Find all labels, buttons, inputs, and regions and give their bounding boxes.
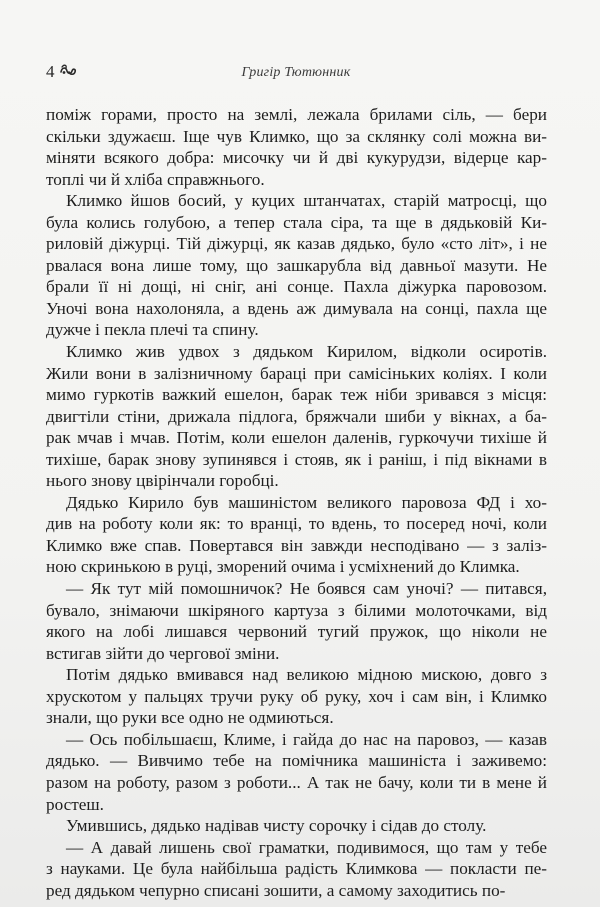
text-line: Потім дядько вмивався над великою мідною мискою, довго з — [66, 665, 547, 685]
text-line: Климко вже спав. Повертався він завжди несподівано — з заліз- — [46, 535, 547, 555]
text-line: встигав зійти до чергової зміни. — [46, 643, 280, 663]
text-line: рвалася вона лише тому, що зашкарубла від давньої мазути. Не — [46, 255, 547, 275]
text-line: поміж горами, просто на землі, лежала брилами сіль, — бери — [46, 105, 547, 124]
paragraph — [46, 492, 547, 578]
text-line: Климко жив удвох з дядьком Кирилом, відколи осиротів. — [66, 342, 547, 362]
text-line: тихіше, барак знову зупинявся і стояв, як і раніш, і під вікнами в — [46, 449, 547, 469]
text-line: хрускотом у пальцях тручи руку об руку, хоч і сам він, і Климко — [46, 686, 547, 706]
text-line: дядько. — Вивчимо тебе на помічника машиніста і заживемо: — [46, 751, 547, 771]
paragraph — [46, 729, 547, 815]
body-text — [46, 104, 547, 901]
text-line: Климко йшов босий, у куцих штанчатах, старій матросці, що — [66, 191, 547, 211]
paragraph — [46, 578, 547, 664]
text-line: знали, що руки все одно не одмиються. — [46, 708, 334, 728]
text-line: ред дядьком чепурно списані зошити, а самому заходитись по- — [46, 880, 506, 900]
text-line: двигтіли стіни, дрижала підлога, бряжчали шиби у вікнах, а ба- — [46, 406, 547, 426]
text-line: Дядько Кирило був машиністом великого паровоза ФД і хо- — [66, 492, 547, 512]
page-number: 4 — [46, 62, 55, 81]
text-line: була колись голубою, а тепер стала сіра, та ще в дядьковій Ки- — [46, 212, 547, 232]
text-line: рак мчав і мчав. Потім, коли ешелон даленів, гуркочучи тихіше й — [46, 428, 547, 448]
text-line: з науками. Це була найбільша радість Климкова — покласти пе- — [46, 859, 547, 879]
text-line: — Як тут мій помошничок? Не боявся сам уночі? — питався, — [66, 579, 547, 599]
text-line: якого на лобі лишався червоний тугий пружок, що ніколи не — [46, 622, 547, 642]
text-line: Жили вони в залізничному бараці при самісіньких коліях. І коли — [46, 363, 547, 383]
text-line: — А давай лишень свої граматки, подивимося, що там у тебе — [66, 837, 547, 857]
text-line: дужче і пекла плечі та спину. — [46, 320, 259, 340]
text-line: ростеш. — [46, 794, 104, 814]
text-line: Умившись, дядько надівав чисту сорочку і сідав до столу. — [66, 816, 487, 836]
paragraph — [46, 104, 547, 190]
paragraph — [46, 837, 547, 902]
running-title-author: Григір Тютюнник — [241, 65, 351, 80]
text-line: див на роботу коли як: то вранці, то вдень, то посеред ночі, коли — [46, 514, 547, 534]
text-line: мимо гуркотів важкий ешелон, барак теж ніби зривався з місця: — [46, 385, 547, 405]
text-line: брали її ні дощі, ні сніг, ані сонце. Пахла діжурка паровозом. — [46, 277, 547, 297]
text-line: разом на роботу, разом з роботи... А так не бачу, коли ти в мене й — [46, 772, 547, 792]
text-line: міняти всякого добра: мисочку чи й дві кукурудзи, відерце кар- — [46, 148, 547, 168]
paragraph — [46, 815, 547, 837]
text-line: бувало, знімаючи шкіряного картуза з білими молоточками, від — [46, 600, 547, 620]
text-line: Уночі вона нахолоняла, а вдень аж димувала на сонці, пахла ще — [46, 298, 547, 318]
paragraph — [46, 341, 547, 492]
running-header — [46, 60, 546, 84]
text-line: риловій діжурці. Тій діжурці, як казав дядько, було «сто літ», і не — [46, 234, 547, 254]
text-line: топлі чи й хліба справжнього. — [46, 169, 265, 189]
text-line: нього знову цвірінчали горобці. — [46, 471, 279, 491]
paragraph — [46, 664, 547, 729]
text-line: — Ось побільшаєш, Климе, і гайда до нас на паровоз, — казав — [66, 729, 547, 749]
paragraph — [46, 190, 547, 341]
text-line: скільки здужаєш. Іще чув Климко, що за склянку солі можна ви- — [46, 126, 547, 146]
text-line: ною скринькою в руці, зморений очима і усміхнений до Климка. — [46, 557, 520, 577]
